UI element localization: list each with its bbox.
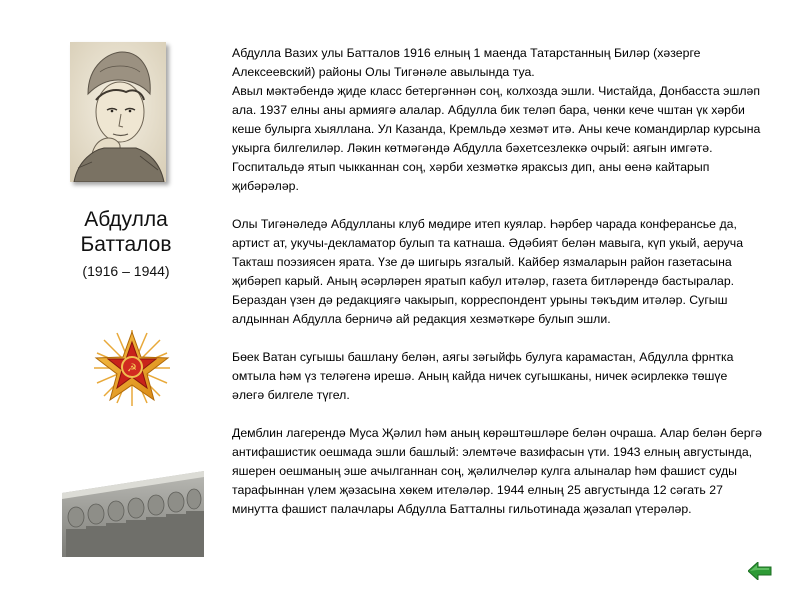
svg-text:☭: ☭ (127, 361, 137, 375)
hero-years: (1916 – 1944) (82, 263, 170, 279)
back-button[interactable] (748, 562, 772, 580)
biography-text (232, 44, 762, 519)
biography-paragraph-4: Демблин лагерендә Муса Җәлил һәм аның көрәштәшләре белән очраша. Алар белән бергә антифашистик оешмада эшли башлый: элемтәче вазифасын үти. 1943 елның августында, яшерен оешманың эше ачылганнан соң, җәлилчеләр кулга алыналар һәм фашист суды тарафыннан үлем җәзасына хөкем ителәләр. 1944 елның 25 августында 12 сәгать 27 минутта фашист палачлары Абдулла Батталны гильотинада җәзалап үтерәләр. (232, 426, 762, 516)
order-of-patriotic-war-icon (92, 328, 172, 408)
hero-name: Абдулла Батталов (80, 208, 172, 256)
portrait-sketch (70, 42, 166, 182)
arrow-left-icon (748, 562, 772, 580)
memorial-relief-image (62, 471, 204, 557)
biography-paragraph-1: Абдулла Вазих улы Батталов 1916 елның 1 маенда Татарстанның Биләр (хәзерге Алексеевский) районы Олы Тигәнәле авылында туа. Авыл мәктәбендә җиде класс бетергәннән соң, колхозда эшли. Чистайда, Донбасста эшләп ала. 1937 елны аны армиягә алалар. Абдулла бик теләп бара, чөнки кече чштан үк хәрби кеше булырга хыяллана. Ул Казанда, Кремльдә хезмәт итә. Аны кече командирлар курсына укырга билгелиләр. Ләкин көтмәгәндә Абдулла бәхетсезлеккә очрый: аягын имгәтә. Госпитальдә ятып чыкканнан соң, хәрби хезмәткә яраксыз дип, аны өенә кайтарып җибәрәләр. (232, 46, 761, 193)
biography-paragraph-3: Бөек Ватан сугышы башлану белән, аягы зәгыйфь булуга карамастан, Абдулла фрнтка омтыла һәм үз теләгенә ирешә. Аның кайда ничек сугышканы, ничек әсирлеккә төшүе әлегә билгеле түгел. (232, 350, 734, 402)
biography-paragraph-2: Олы Тигәнәледә Абдулланы клуб мөдире итеп куялар. Һәрбер чарада конферансье да, артист ат, укучы-декламатор булып та катнаша. Әдәбият белән мавыга, күп укый, аеруча Такташ поэзиясен ярата. Үзе дә шигырь язгалый. Кайбер язмаларын район газетасына җибәреп карый. Аның әсәрләрен яратып кабул итәләр, газета битләрендә бастыралар. Бераздан үзен дә редакциягә чакырып, корреспондент урыны тәкъдим итәләр. Сугыш алдыннан Абдулла берничә ай редакция хезмәткәре булып эшли. (232, 217, 744, 326)
portrait-image (70, 42, 166, 182)
